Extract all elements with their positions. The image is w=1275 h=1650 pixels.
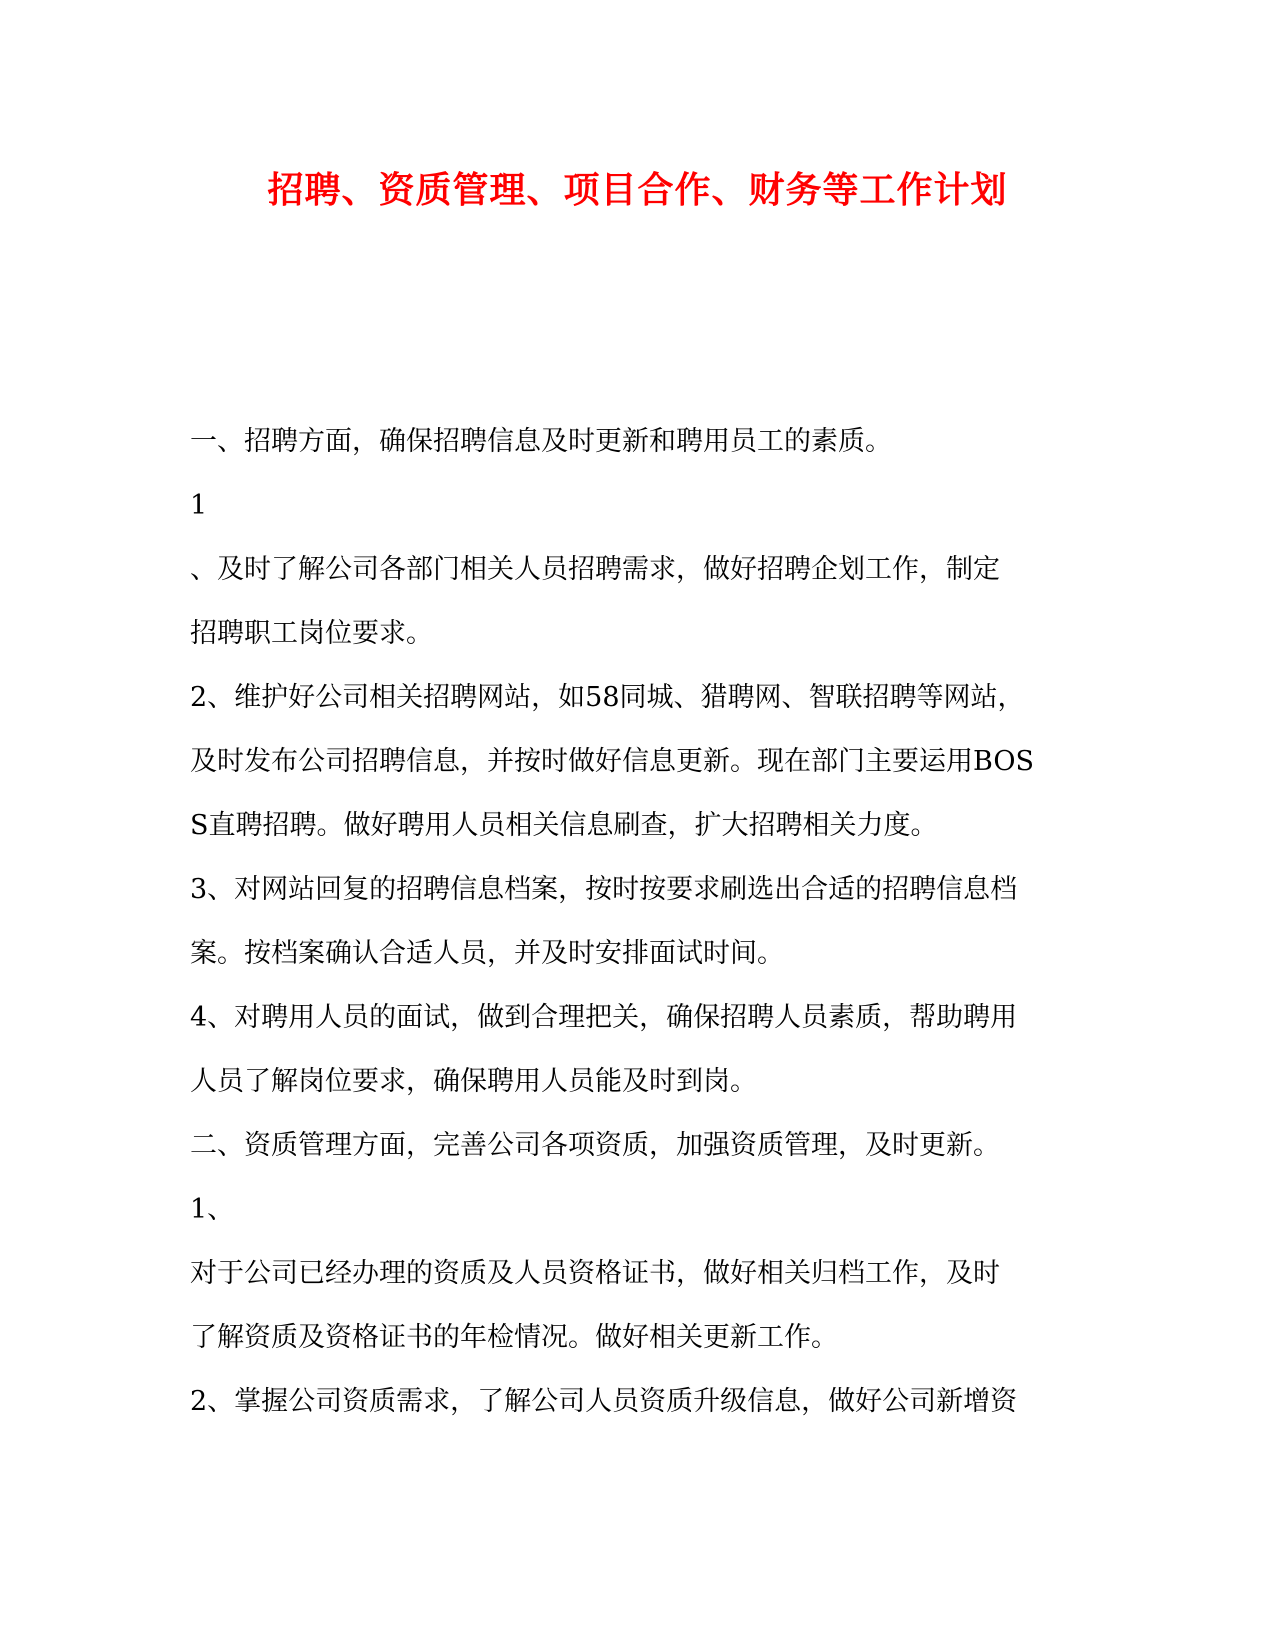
text-line: 4、对聘用人员的面试，做到合理把关，确保招聘人员素质，帮助聘用 — [190, 1002, 1018, 1033]
text-line: 3、对网站回复的招聘信息档案，按时按要求刷选出合适的招聘信息档 — [190, 874, 1018, 905]
text-line: 1 — [190, 490, 208, 521]
text-line: 2、维护好公司相关招聘网站，如58同城、猎聘网、智联招聘等网站， — [190, 682, 1025, 713]
text-line: 招聘职工岗位要求。 — [190, 618, 433, 649]
document-title: 招聘、资质管理、项目合作、财务等工作计划 — [267, 169, 1008, 211]
text-line: 及时发布公司招聘信息，并按时做好信息更新。现在部门主要运用BOS — [190, 746, 1034, 777]
text-line: S直聘招聘。做好聘用人员相关信息刷查，扩大招聘相关力度。 — [190, 810, 938, 841]
text-line: 人员了解岗位要求，确保聘用人员能及时到岗。 — [190, 1066, 757, 1097]
text-line: 1、 — [190, 1194, 235, 1225]
text-line: 2、掌握公司资质需求，了解公司人员资质升级信息，做好公司新增资 — [190, 1386, 1018, 1417]
text-line: 了解资质及资格证书的年检情况。做好相关更新工作。 — [190, 1322, 838, 1353]
text-line: 一、招聘方面，确保招聘信息及时更新和聘用员工的素质。 — [190, 426, 892, 457]
document-body — [190, 410, 1090, 1434]
text-line: 对于公司已经办理的资质及人员资格证书，做好相关归档工作，及时 — [190, 1258, 1000, 1289]
text-line: 、及时了解公司各部门相关人员招聘需求，做好招聘企划工作，制定 — [190, 554, 1000, 585]
text-line: 二、资质管理方面，完善公司各项资质，加强资质管理，及时更新。 — [190, 1130, 1000, 1161]
text-line: 案。按档案确认合适人员，并及时安排面试时间。 — [190, 938, 784, 969]
